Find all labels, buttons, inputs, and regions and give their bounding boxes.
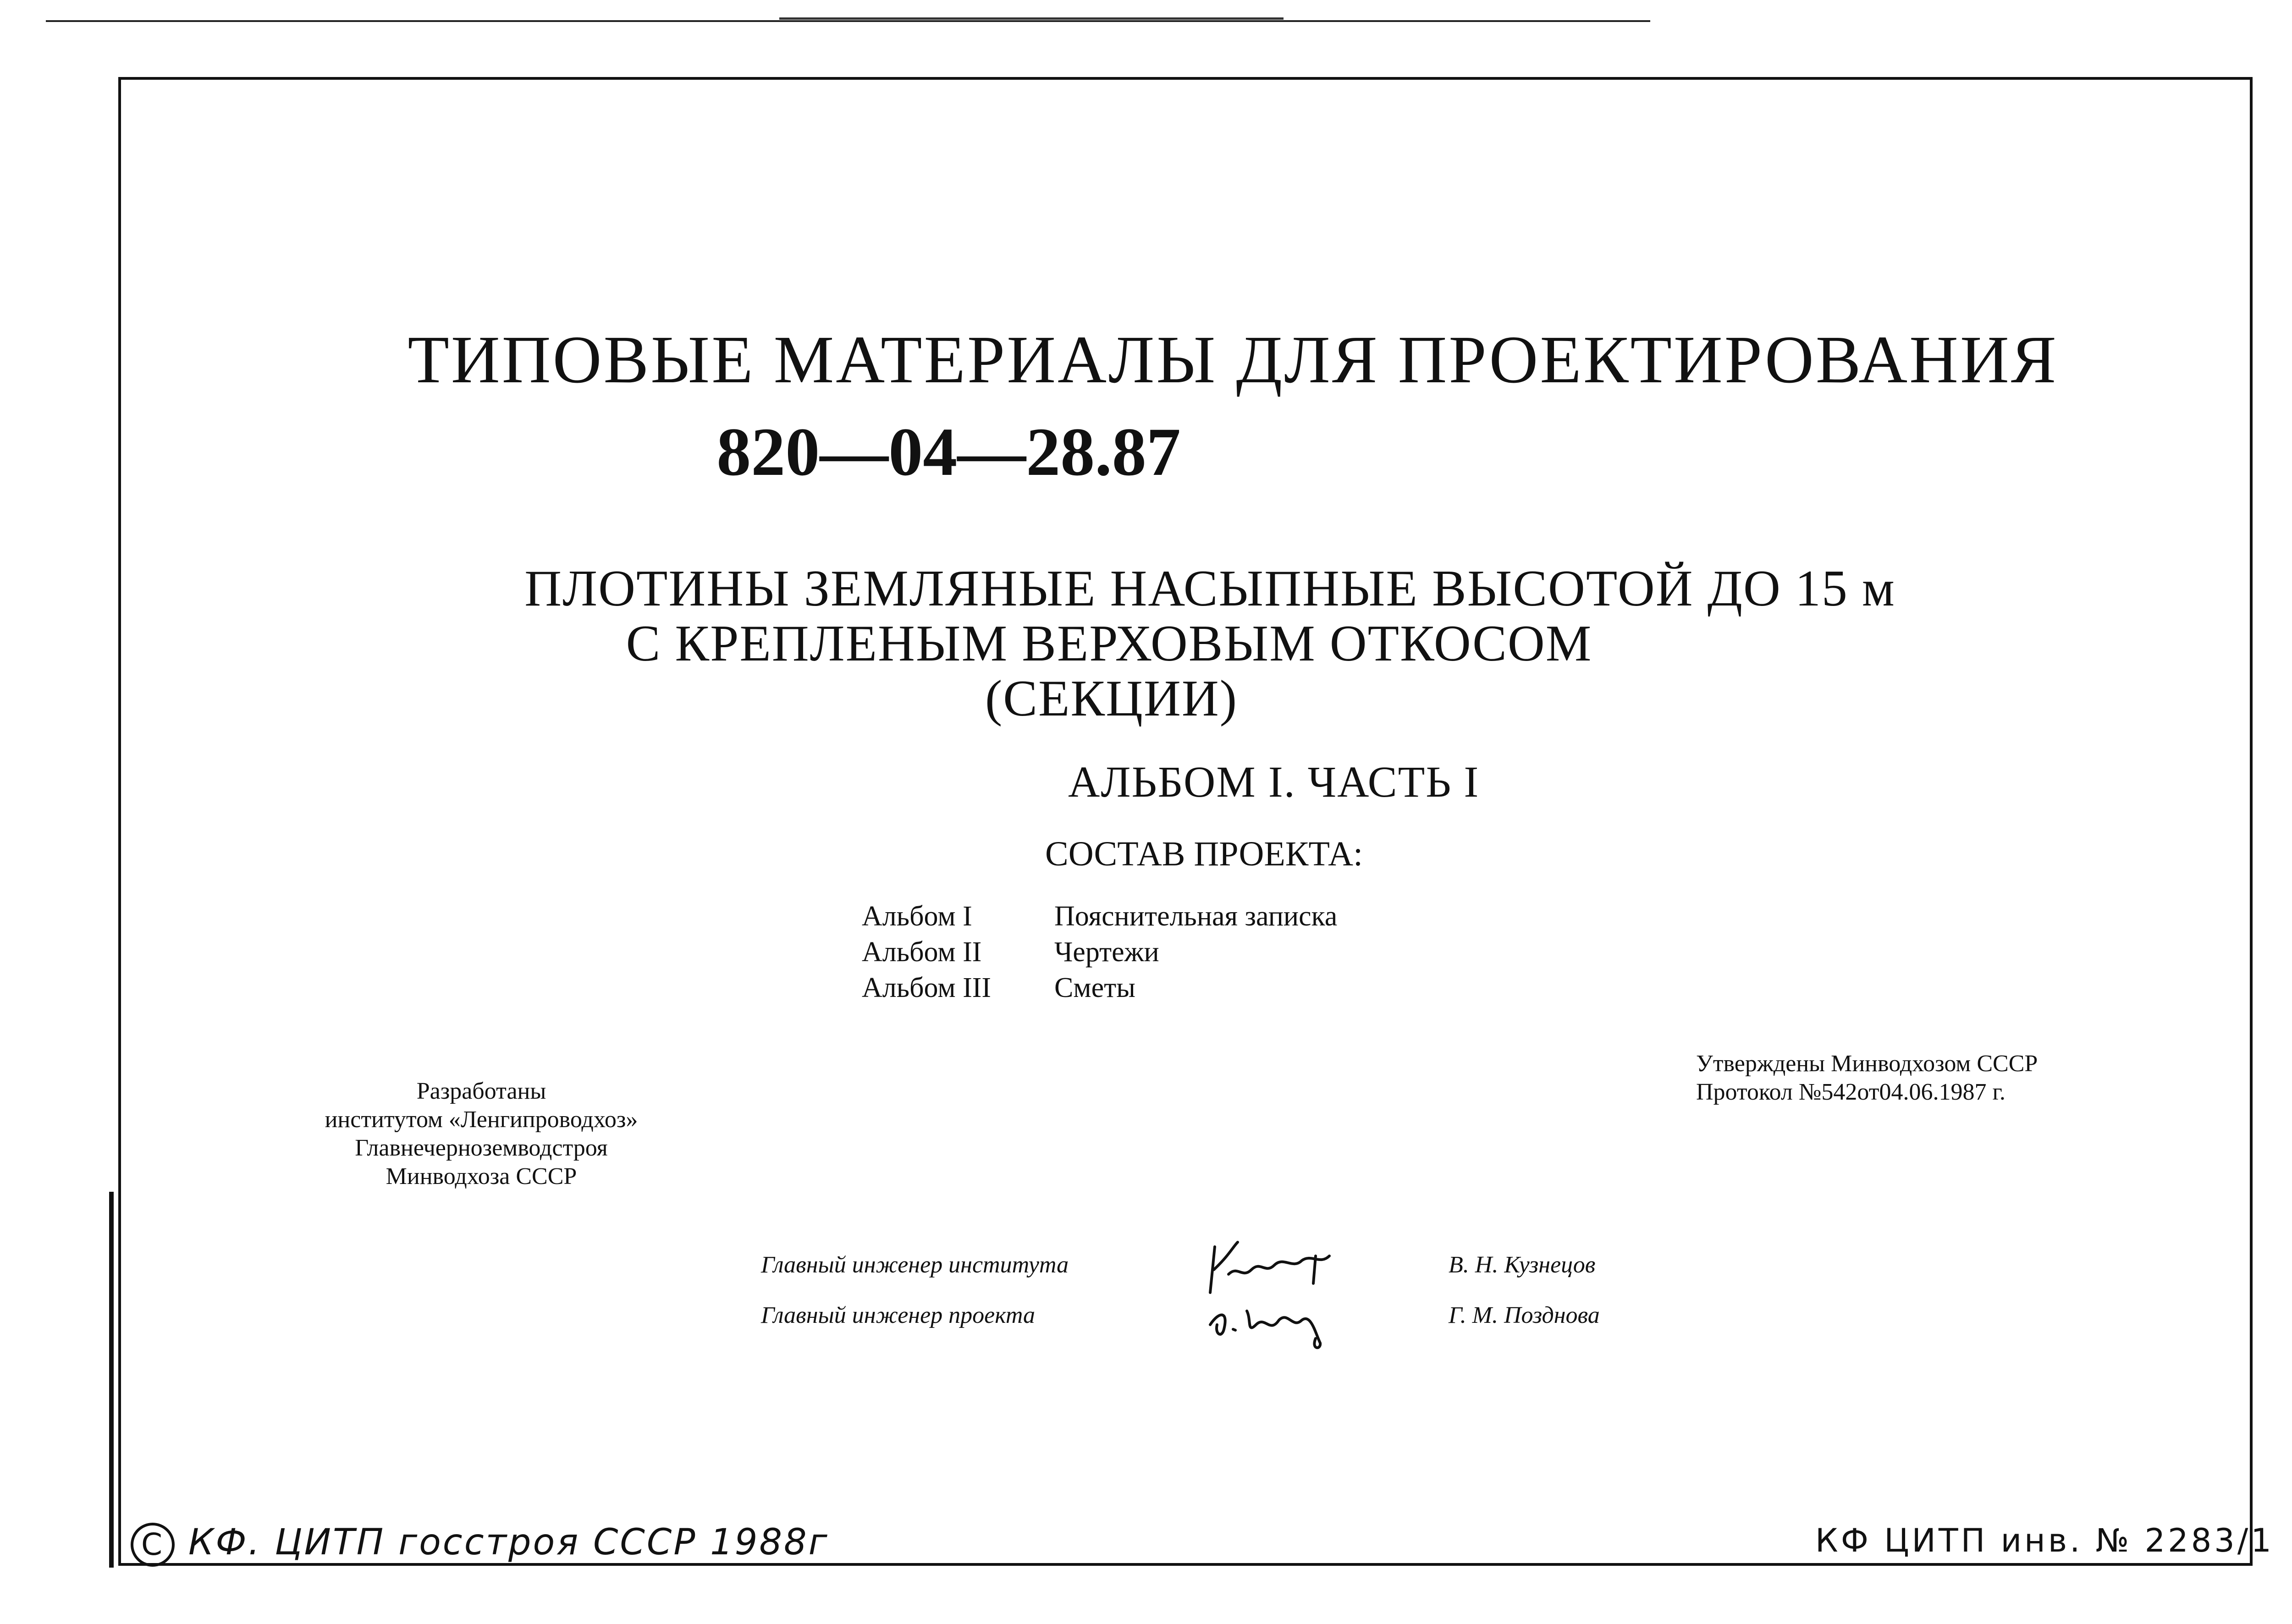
signature-name: В. Н. Кузнецов [1449, 1252, 1596, 1278]
footer-inventory-number: КФ ЦИТП инв. № 2283/1 [1815, 1522, 2274, 1559]
developer-line: Минводхоза СССР [386, 1163, 577, 1189]
footer-left-text: КФ. ЦИТП госстроя СССР 1988г [188, 1522, 829, 1563]
approval-line: Протокол №542от04.06.1987 г. [1696, 1079, 2006, 1105]
subtitle-line-2: С КРЕПЛЕНЫМ ВЕРХОВЫМ ОТКОСОМ [626, 615, 1592, 672]
document-title: ТИПОВЫЕ МАТЕРИАЛЫ ДЛЯ ПРОЕКТИРОВАНИЯ [408, 322, 2058, 397]
developer-line: Разработаны [416, 1078, 546, 1104]
album-number: Альбом I [862, 901, 972, 932]
album-list [862, 898, 1337, 1006]
signature-row [0, 1297, 2292, 1352]
developer-block [298, 1077, 665, 1191]
album-name: Сметы [1054, 972, 1135, 1003]
album-part-heading: АЛЬБОМ I. ЧАСТЬ I [1068, 757, 1480, 806]
signature-role: Главный инженер института [761, 1252, 1069, 1278]
top-border-line [46, 20, 1650, 22]
top-border-line-accent [779, 17, 1284, 20]
list-item [862, 970, 1337, 1006]
signature-row [0, 1247, 2292, 1302]
approval-block [1696, 1050, 2038, 1107]
handwritten-signature-icon [1201, 1228, 1348, 1302]
subtitle-line-1: ПЛОТИНЫ ЗЕМЛЯНЫЕ НАСЫПНЫЕ ВЫСОТОЙ ДО 15 м [524, 560, 1895, 617]
subtitle-line-3: (СЕКЦИИ) [985, 670, 1238, 727]
album-number: Альбом III [862, 972, 992, 1003]
list-item [862, 898, 1337, 934]
developer-line: Главнечерноземводстроя [355, 1135, 608, 1161]
handwritten-signature-icon [1201, 1293, 1348, 1357]
developer-line: институтом «Ленгипроводхоз» [325, 1107, 638, 1133]
album-name: Пояснительная записка [1054, 901, 1338, 932]
signature-role: Главный инженер проекта [761, 1302, 1036, 1328]
album-number: Альбом II [862, 936, 982, 968]
signature-name: Г. М. Позднова [1449, 1302, 1600, 1328]
document-code: 820—04—28.87 [716, 414, 1181, 490]
approval-line: Утверждены Минводхозом СССР [1696, 1051, 2038, 1077]
list-item [862, 934, 1337, 970]
composition-heading: СОСТАВ ПРОЕКТА: [1045, 835, 1363, 873]
footer-left-stamp [131, 1522, 829, 1567]
album-name: Чертежи [1054, 936, 1159, 968]
copyright-icon: C [131, 1523, 175, 1567]
